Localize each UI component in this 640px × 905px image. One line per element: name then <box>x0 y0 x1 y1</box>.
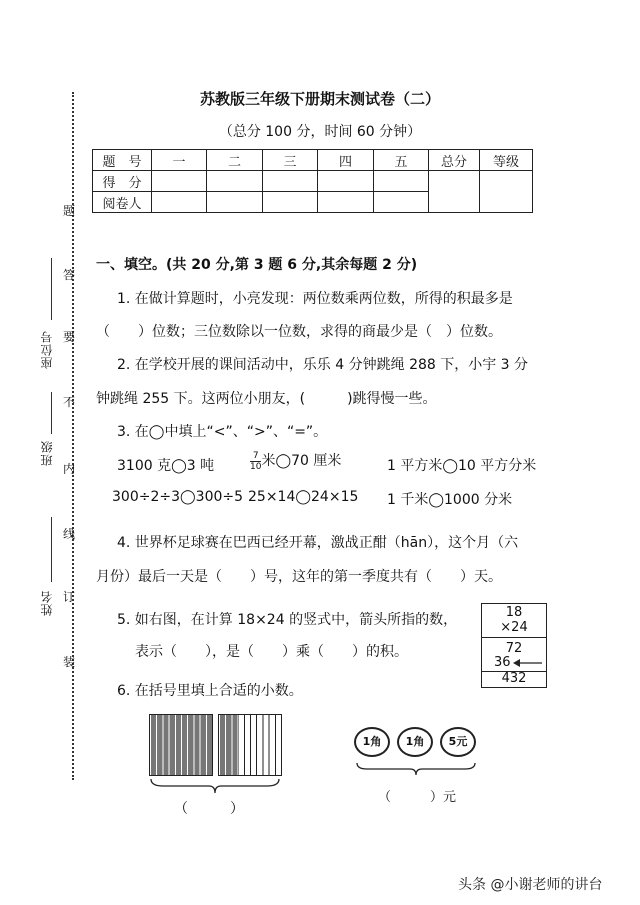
question-3-line: 3. 在◯中填上“<”、“>”、“=”。 <box>117 424 328 440</box>
table-row <box>93 150 533 171</box>
shaded-grid-full <box>149 714 213 776</box>
seat-number-label: 座位号 <box>40 330 54 369</box>
compare-text: 米◯70 厘米 <box>261 453 342 469</box>
header-cell: 三 <box>263 150 318 171</box>
calc-line: ×24 <box>500 620 528 635</box>
binding-char: 题 <box>62 204 75 218</box>
fraction <box>250 451 261 472</box>
coin-icon: 1角 <box>397 727 433 757</box>
question-5-line-1: 5. 如右图，在计算 18×24 的竖式中，箭头所指的数， <box>117 612 458 628</box>
compare-item: 1 平方米◯10 平方分米 <box>387 458 537 474</box>
score-cell[interactable] <box>374 171 429 192</box>
partial-grid <box>218 714 282 776</box>
binding-char: 答 <box>62 268 75 282</box>
grader-cell[interactable] <box>318 192 374 213</box>
grade-cell[interactable] <box>480 171 533 213</box>
header-cell: 四 <box>318 150 374 171</box>
header-cell: 总分 <box>429 150 480 171</box>
grader-cell[interactable] <box>152 192 207 213</box>
fraction-numerator: 7 <box>250 451 261 462</box>
calc-line: 432 <box>501 671 527 686</box>
vertical-multiplication <box>481 603 547 688</box>
seat-number-line <box>51 258 52 320</box>
compare-item <box>250 450 341 472</box>
question-4-line-2: 月份）最后一天是（ ）号，这年的第一季度共有（ ）天。 <box>96 569 502 585</box>
coin-icon: 1角 <box>354 727 390 757</box>
grader-cell[interactable] <box>207 192 263 213</box>
coin-icon: 5元 <box>440 727 476 757</box>
question-1-line-2: （ ）位数；三位数除以一位数，求得的商最少是（ ）位数。 <box>96 324 502 340</box>
binding-dotted-line <box>72 92 74 780</box>
question-2-line-2: 钟跳绳 255 下。这两位小朋友，( )跳得慢一些。 <box>96 391 437 407</box>
binding-char: 内 <box>62 462 75 476</box>
calc-line: 72 <box>505 641 523 656</box>
binding-char: 要 <box>62 330 75 344</box>
calc-line: 18 <box>505 605 523 620</box>
calc-divider <box>482 637 546 638</box>
header-cell: 二 <box>207 150 263 171</box>
total-cell[interactable] <box>429 171 480 213</box>
calc-line: 36 <box>494 655 511 670</box>
header-cell: 五 <box>374 150 429 171</box>
brace-icon <box>149 777 281 795</box>
name-line <box>51 517 52 582</box>
shaded-strips <box>219 715 238 775</box>
score-cell[interactable] <box>207 171 263 192</box>
answer-blank-left[interactable]: （ ） <box>174 801 244 817</box>
binding-char: 订 <box>62 590 75 604</box>
class-label: 班级 <box>40 440 54 466</box>
question-4-line-1: 4. 世界杯足球赛在巴西已经开幕，激战正酣（hān），这个月（六 <box>117 535 519 551</box>
binding-char: 装 <box>62 655 75 669</box>
compare-item: 300÷2÷3◯300÷5 <box>112 489 244 505</box>
shaded-strips <box>150 715 212 775</box>
score-cell[interactable] <box>263 171 318 192</box>
grader-cell[interactable] <box>263 192 318 213</box>
compare-item: 25×14◯24×15 <box>248 489 359 505</box>
fraction-denominator: 10 <box>250 461 262 472</box>
class-line <box>51 392 52 434</box>
table-row <box>93 171 533 192</box>
page-title: 苏教版三年级下册期末测试卷（二） <box>199 90 440 108</box>
name-label: 姓名 <box>40 590 54 616</box>
compare-item: 1 千米◯1000 分米 <box>387 492 513 508</box>
watermark: 头条 @小谢老师的讲台 <box>458 877 603 893</box>
score-table <box>92 149 533 213</box>
header-cell: 等级 <box>480 150 533 171</box>
compare-item: 3100 克◯3 吨 <box>117 458 215 474</box>
question-6-line: 6. 在括号里填上合适的小数。 <box>117 683 303 699</box>
row-label: 阅卷人 <box>93 192 152 213</box>
section-heading: 一、填空。(共 20 分,第 3 题 6 分,其余每题 2 分) <box>96 257 418 273</box>
brace-icon <box>355 761 477 777</box>
header-cell: 题 号 <box>93 150 152 171</box>
binding-char: 线 <box>62 527 75 541</box>
score-cell[interactable] <box>152 171 207 192</box>
arrow-left-icon <box>512 657 544 669</box>
question-5-line-2: 表示（ ），是（ ）乘（ ）的积。 <box>135 644 408 660</box>
question-2-line-1: 2. 在学校开展的课间活动中，乐乐 4 分钟跳绳 288 下，小宇 3 分 <box>117 357 529 373</box>
page-subtitle: （总分 100 分，时间 60 分钟） <box>218 124 422 140</box>
row-label: 得 分 <box>93 171 152 192</box>
question-1-line-1: 1. 在做计算题时，小亮发现：两位数乘两位数，所得的积最多是 <box>117 291 513 307</box>
binding-char: 不 <box>62 395 75 409</box>
header-cell: 一 <box>152 150 207 171</box>
grader-cell[interactable] <box>374 192 429 213</box>
answer-blank-right[interactable]: （ ）元 <box>378 790 457 805</box>
score-cell[interactable] <box>318 171 374 192</box>
